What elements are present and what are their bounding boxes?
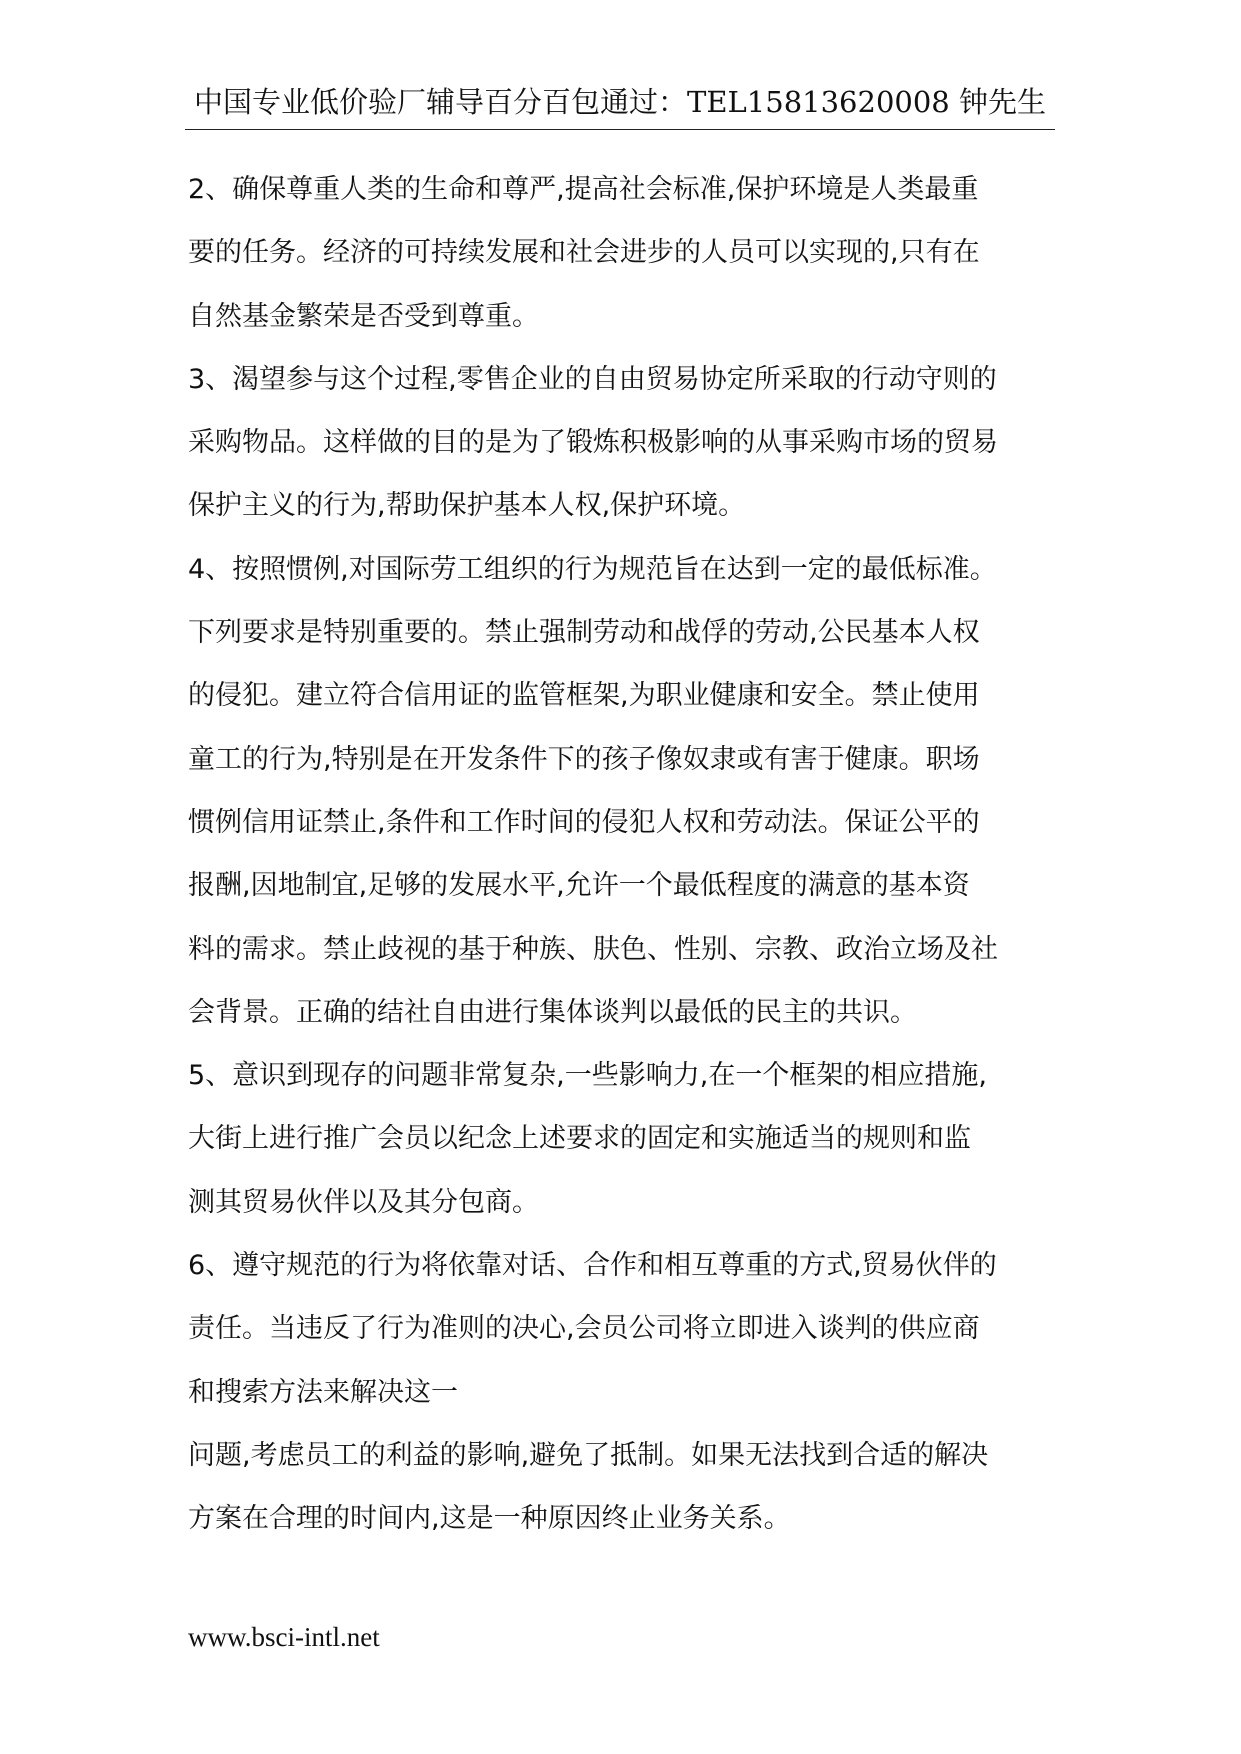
text-line: 方案在合理的时间内,这是一种原因终止业务关系。 <box>188 1503 791 1535</box>
footer-url: www.bsci-intl.net <box>188 1622 380 1652</box>
text-line: 责任。当违反了行为准则的决心,会员公司将立即进入谈判的供应商 <box>188 1313 980 1345</box>
text-line: 4、按照惯例,对国际劳工组织的行为规范旨在达到一定的最低标准。 <box>188 553 997 585</box>
text-line: 会背景。正确的结社自由进行集体谈判以最低的民主的共识。 <box>188 996 917 1028</box>
text-line: 和搜索方法来解决这一 <box>188 1376 458 1408</box>
text-line: 下列要求是特别重要的。禁止强制劳动和战俘的劳动,公民基本人权 <box>188 617 980 649</box>
header-divider <box>185 129 1055 130</box>
text-line: 惯例信用证禁止,条件和工作时间的侵犯人权和劳动法。保证公平的 <box>188 806 980 838</box>
text-line: 料的需求。禁止歧视的基于种族、肤色、性别、宗教、政治立场及社 <box>188 933 998 965</box>
body-text <box>188 158 1058 1551</box>
page-header-title: 中国专业低价验厂辅导百分百包通过：TEL15813620008 钟先生 <box>194 85 1046 119</box>
text-line: 3、渴望参与这个过程,零售企业的自由贸易协定所采取的行动守则的 <box>188 363 997 395</box>
text-line: 5、意识到现存的问题非常复杂,一些影响力,在一个框架的相应措施, <box>188 1060 987 1092</box>
text-line: 2、确保尊重人类的生命和尊严,提高社会标准,保护环境是人类最重 <box>188 174 979 205</box>
text-line: 童工的行为,特别是在开发条件下的孩子像奴隶或有害于健康。职场 <box>188 743 980 775</box>
text-line: 自然基金繁荣是否受到尊重。 <box>188 300 539 332</box>
text-line: 要的任务。经济的可持续发展和社会进步的人员可以实现的,只有在 <box>188 237 980 269</box>
text-line: 6、遵守规范的行为将依靠对话、合作和相互尊重的方式,贸易伙伴的 <box>188 1250 997 1282</box>
text-line: 的侵犯。建立符合信用证的监管框架,为职业健康和安全。禁止使用 <box>188 680 980 712</box>
text-line: 测其贸易伙伴以及其分包商。 <box>188 1186 539 1218</box>
text-line: 大街上进行推广会员以纪念上述要求的固定和实施适当的规则和监 <box>188 1123 971 1155</box>
text-line: 采购物品。这样做的目的是为了锻炼积极影响的从事采购市场的贸易 <box>188 427 998 459</box>
text-line: 问题,考虑员工的利益的影响,避免了抵制。如果无法找到合适的解决 <box>188 1439 989 1471</box>
text-line: 报酬,因地制宜,足够的发展水平,允许一个最低程度的满意的基本资 <box>188 870 970 902</box>
text-line: 保护主义的行为,帮助保护基本人权,保护环境。 <box>188 490 746 522</box>
